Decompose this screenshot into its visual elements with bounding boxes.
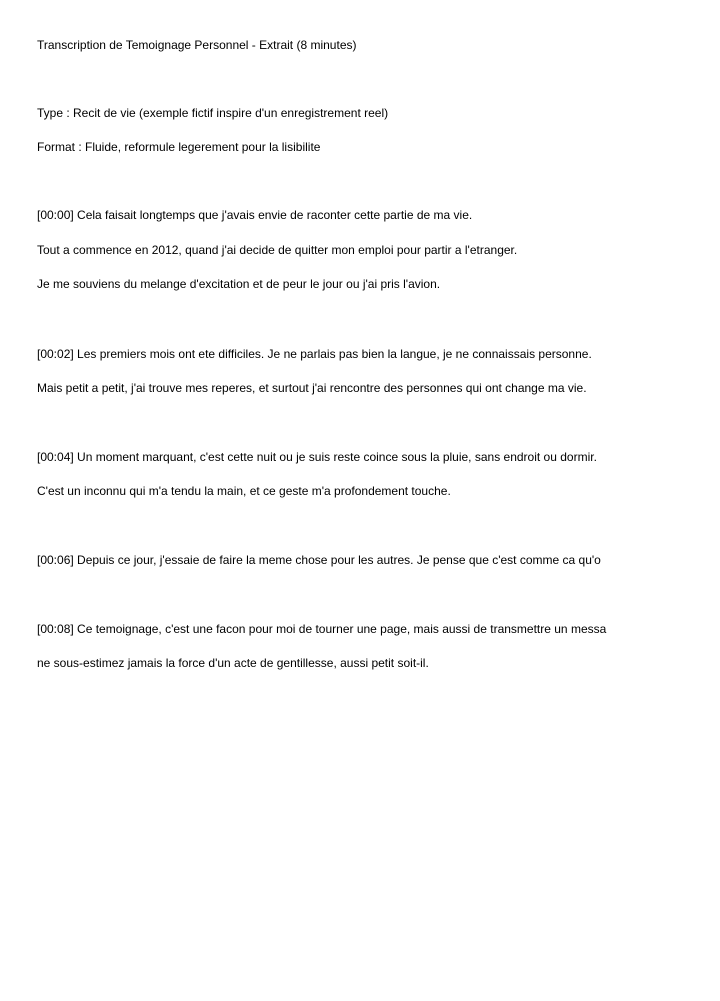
transcript-line: [00:00] Cela faisait longtemps que j'avais envie de raconter cette partie de ma vie. [37, 208, 473, 222]
document-title: Transcription de Temoignage Personnel - Extrait (8 minutes) [37, 38, 357, 52]
meta-format: Format : Fluide, reformule legerement pour la lisibilite [37, 140, 321, 154]
transcript-line: [00:06] Depuis ce jour, j'essaie de faire la meme chose pour les autres. Je pense que c'est comme ca qu'o [37, 553, 601, 567]
transcript-line: Tout a commence en 2012, quand j'ai decide de quitter mon emploi pour partir a l'etranger. [37, 243, 518, 257]
transcript-line: ne sous-estimez jamais la force d'un acte de gentillesse, aussi petit soit-il. [37, 656, 429, 670]
transcript-line: Je me souviens du melange d'excitation et de peur le jour ou j'ai pris l'avion. [37, 277, 441, 291]
transcript-line: Mais petit a petit, j'ai trouve mes reperes, et surtout j'ai rencontre des personnes qui ont change ma vie. [37, 381, 587, 395]
transcript-line: [00:04] Un moment marquant, c'est cette nuit ou je suis reste coince sous la pluie, sans endroit ou dormir. [37, 450, 597, 464]
transcript-line: [00:02] Les premiers mois ont ete difficiles. Je ne parlais pas bien la langue, je ne connaissais personne. [37, 347, 592, 361]
transcript-line: [00:08] Ce temoignage, c'est une facon pour moi de tourner une page, mais aussi de transmettre un messa [37, 622, 607, 636]
meta-type: Type : Recit de vie (exemple fictif inspire d'un enregistrement reel) [37, 106, 389, 120]
transcript-line: C'est un inconnu qui m'a tendu la main, et ce geste m'a profondement touche. [37, 484, 451, 498]
